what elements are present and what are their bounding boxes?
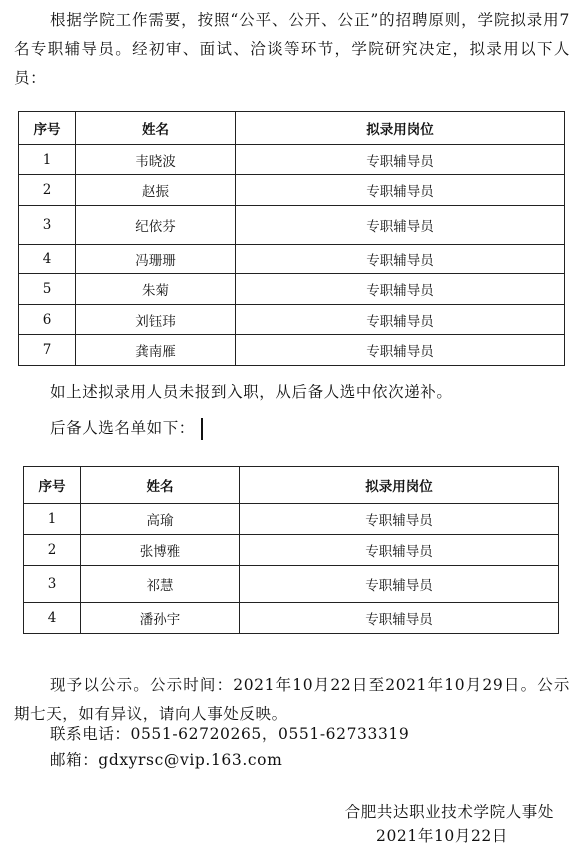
col-header-name: 姓名: [81, 467, 240, 504]
backup-intro-line: [50, 417, 203, 440]
row-index: 1: [24, 504, 81, 535]
row-position: 专职辅导员: [236, 175, 565, 206]
table-header-row: [19, 112, 565, 145]
row-name: 祁慧: [81, 566, 240, 603]
row-index: 2: [24, 535, 81, 566]
row-index: 4: [24, 603, 81, 634]
row-name: 高瑜: [81, 504, 240, 535]
table-row: [19, 245, 565, 274]
row-index: 5: [19, 274, 76, 305]
backup-intro: 后备人选名单如下：: [50, 419, 195, 437]
contact-email: 邮箱：gdxyrsc@vip.163.com: [50, 751, 283, 769]
col-header-index: 序号: [24, 467, 81, 504]
row-position: 专职辅导员: [240, 603, 559, 634]
table-row: [24, 504, 559, 535]
table-row: [19, 206, 565, 245]
col-header-position: 拟录用岗位: [240, 467, 559, 504]
backup-note: 如上述拟录用人员未报到入职，从后备人选中依次递补。: [50, 383, 453, 401]
row-position: 专职辅导员: [236, 145, 565, 175]
table-row: [24, 566, 559, 603]
row-index: 1: [19, 145, 76, 175]
backup-table: [23, 466, 559, 634]
row-index: 6: [19, 305, 76, 335]
row-index: 7: [19, 335, 76, 366]
row-name: 赵振: [76, 175, 236, 206]
contact-phone: 联系电话：0551-62720265，0551-62733319: [50, 725, 410, 743]
table-row: [24, 535, 559, 566]
signature-org: 合肥共达职业技术学院人事处: [344, 803, 554, 821]
row-index: 2: [19, 175, 76, 206]
row-position: 专职辅导员: [236, 206, 565, 245]
row-name: 刘钰玮: [76, 305, 236, 335]
row-name: 潘孙宇: [81, 603, 240, 634]
col-header-position: 拟录用岗位: [236, 112, 565, 145]
intro-paragraph: 根据学院工作需要，按照“公平、公开、公正”的招聘原则，学院拟录用7名专职辅导员。经初审、面试、洽谈等环节，学院研究决定，拟录用以下人员：: [14, 11, 570, 87]
row-name: 张博雅: [81, 535, 240, 566]
row-position: 专职辅导员: [240, 566, 559, 603]
row-index: 3: [24, 566, 81, 603]
table-row: [19, 145, 565, 175]
row-name: 冯珊珊: [76, 245, 236, 274]
row-index: 3: [19, 206, 76, 245]
row-name: 朱菊: [76, 274, 236, 305]
row-index: 4: [19, 245, 76, 274]
table-row: [19, 274, 565, 305]
row-name: 纪依芬: [76, 206, 236, 245]
col-header-index: 序号: [19, 112, 76, 145]
table-row: [19, 175, 565, 206]
table-header-row: [24, 467, 559, 504]
row-position: 专职辅导员: [240, 504, 559, 535]
row-position: 专职辅导员: [236, 305, 565, 335]
row-name: 韦晓波: [76, 145, 236, 175]
signature-date: 2021年10月22日: [376, 827, 508, 845]
table-row: [24, 603, 559, 634]
col-header-name: 姓名: [76, 112, 236, 145]
hire-table: [18, 111, 565, 366]
notice-paragraph: 现予以公示。公示时间：2021年10月22日至2021年10月29日。公示期七天，如有异议，请向人事处反映。: [14, 676, 570, 723]
text-cursor: [201, 418, 203, 440]
row-position: 专职辅导员: [236, 335, 565, 366]
row-position: 专职辅导员: [236, 245, 565, 274]
table-row: [19, 305, 565, 335]
table-row: [19, 335, 565, 366]
row-position: 专职辅导员: [236, 274, 565, 305]
row-name: 龚南雁: [76, 335, 236, 366]
row-position: 专职辅导员: [240, 535, 559, 566]
